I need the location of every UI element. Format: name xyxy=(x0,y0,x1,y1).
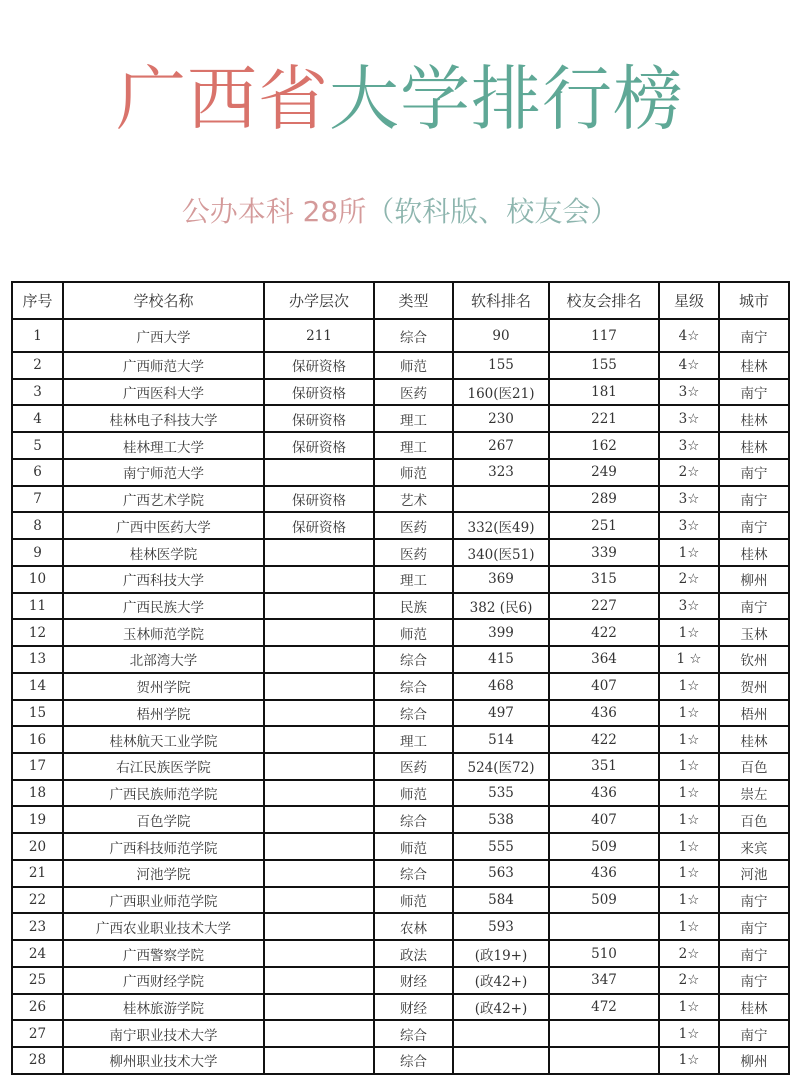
cell-no: 22 xyxy=(12,887,63,914)
cell-star: 4☆ xyxy=(659,352,719,379)
cell-star: 1☆ xyxy=(659,673,719,700)
cell-name: 广西科技大学 xyxy=(63,566,264,593)
cell-city: 南宁 xyxy=(719,486,789,513)
cell-alumni-rank: 422 xyxy=(549,619,659,646)
cell-no: 28 xyxy=(12,1047,63,1074)
cell-name: 玉林师范学院 xyxy=(63,619,264,646)
cell-no: 2 xyxy=(12,352,63,379)
cell-no: 25 xyxy=(12,967,63,994)
cell-star: 1☆ xyxy=(659,1020,719,1047)
cell-alumni-rank: 364 xyxy=(549,646,659,673)
cell-alumni-rank: 422 xyxy=(549,726,659,753)
cell-no: 17 xyxy=(12,753,63,780)
cell-name: 南宁师范大学 xyxy=(63,459,264,486)
cell-name: 桂林电子科技大学 xyxy=(63,405,264,432)
cell-soft-rank: 399 xyxy=(453,619,549,646)
cell-soft-rank: 593 xyxy=(453,913,549,940)
table-row xyxy=(12,673,789,700)
cell-name: 桂林航天工业学院 xyxy=(63,726,264,753)
cell-type: 政法 xyxy=(374,940,453,967)
cell-type: 财经 xyxy=(374,967,453,994)
cell-star: 1☆ xyxy=(659,860,719,887)
cell-no: 24 xyxy=(12,940,63,967)
cell-type: 理工 xyxy=(374,566,453,593)
cell-no: 10 xyxy=(12,566,63,593)
cell-soft-rank: (政42+) xyxy=(453,994,549,1021)
table-row xyxy=(12,619,789,646)
cell-name: 广西师范大学 xyxy=(63,352,264,379)
cell-city: 南宁 xyxy=(719,887,789,914)
cell-star: 2☆ xyxy=(659,566,719,593)
cell-alumni-rank: 436 xyxy=(549,700,659,727)
cell-type: 综合 xyxy=(374,646,453,673)
cell-level xyxy=(264,994,374,1021)
cell-city: 梧州 xyxy=(719,700,789,727)
cell-star: 1☆ xyxy=(659,539,719,566)
cell-name: 广西科技师范学院 xyxy=(63,833,264,860)
table-header-row xyxy=(12,282,789,319)
cell-soft-rank: 382 (民6) xyxy=(453,593,549,620)
cell-soft-rank: 538 xyxy=(453,806,549,833)
subtitle-source: （软科版、校友会） xyxy=(366,195,619,228)
cell-no: 19 xyxy=(12,806,63,833)
cell-soft-rank: 497 xyxy=(453,700,549,727)
cell-type: 综合 xyxy=(374,1047,453,1074)
cell-star: 1☆ xyxy=(659,833,719,860)
cell-no: 16 xyxy=(12,726,63,753)
table-row xyxy=(12,833,789,860)
cell-name: 柳州职业技术大学 xyxy=(63,1047,264,1074)
cell-star: 1☆ xyxy=(659,913,719,940)
cell-alumni-rank xyxy=(549,1047,659,1074)
cell-level xyxy=(264,593,374,620)
header-type: 类型 xyxy=(374,282,453,319)
page-title xyxy=(0,56,800,142)
cell-name: 广西财经学院 xyxy=(63,967,264,994)
cell-alumni-rank: 181 xyxy=(549,379,659,406)
table-row xyxy=(12,860,789,887)
cell-alumni-rank: 509 xyxy=(549,887,659,914)
cell-star: 3☆ xyxy=(659,379,719,406)
cell-star: 1☆ xyxy=(659,806,719,833)
cell-no: 4 xyxy=(12,405,63,432)
cell-no: 3 xyxy=(12,379,63,406)
header-city: 城市 xyxy=(719,282,789,319)
cell-star: 3☆ xyxy=(659,486,719,513)
cell-level: 保研资格 xyxy=(264,379,374,406)
cell-type: 医药 xyxy=(374,379,453,406)
cell-no: 11 xyxy=(12,593,63,620)
cell-alumni-rank: 351 xyxy=(549,753,659,780)
cell-alumni-rank xyxy=(549,1020,659,1047)
table-row xyxy=(12,726,789,753)
cell-soft-rank xyxy=(453,1047,549,1074)
page-subtitle xyxy=(0,192,800,232)
header-alumni-rank: 校友会排名 xyxy=(549,282,659,319)
cell-name: 广西大学 xyxy=(63,319,264,352)
cell-name: 广西民族大学 xyxy=(63,593,264,620)
cell-no: 7 xyxy=(12,486,63,513)
cell-type: 理工 xyxy=(374,405,453,432)
cell-city: 桂林 xyxy=(719,994,789,1021)
cell-star: 2☆ xyxy=(659,940,719,967)
cell-type: 师范 xyxy=(374,780,453,807)
cell-star: 2☆ xyxy=(659,459,719,486)
cell-no: 9 xyxy=(12,539,63,566)
cell-alumni-rank: 436 xyxy=(549,780,659,807)
cell-city: 河池 xyxy=(719,860,789,887)
cell-city: 柳州 xyxy=(719,566,789,593)
ranking-table xyxy=(11,281,790,1075)
table-row xyxy=(12,887,789,914)
cell-city: 南宁 xyxy=(719,319,789,352)
header-name: 学校名称 xyxy=(63,282,264,319)
cell-level xyxy=(264,833,374,860)
cell-soft-rank: 563 xyxy=(453,860,549,887)
cell-city: 南宁 xyxy=(719,940,789,967)
cell-soft-rank: 155 xyxy=(453,352,549,379)
table-row xyxy=(12,352,789,379)
cell-city: 南宁 xyxy=(719,913,789,940)
cell-star: 1☆ xyxy=(659,887,719,914)
cell-soft-rank: 584 xyxy=(453,887,549,914)
cell-city: 崇左 xyxy=(719,780,789,807)
cell-city: 百色 xyxy=(719,753,789,780)
cell-soft-rank: (政19+) xyxy=(453,940,549,967)
cell-soft-rank: 323 xyxy=(453,459,549,486)
cell-type: 财经 xyxy=(374,994,453,1021)
cell-alumni-rank xyxy=(549,913,659,940)
table-row xyxy=(12,432,789,459)
cell-soft-rank: 369 xyxy=(453,566,549,593)
cell-soft-rank: (政42+) xyxy=(453,967,549,994)
cell-level: 保研资格 xyxy=(264,512,374,539)
cell-name: 南宁职业技术大学 xyxy=(63,1020,264,1047)
cell-no: 20 xyxy=(12,833,63,860)
cell-name: 广西警察学院 xyxy=(63,940,264,967)
cell-level xyxy=(264,806,374,833)
cell-alumni-rank: 510 xyxy=(549,940,659,967)
cell-level xyxy=(264,700,374,727)
cell-alumni-rank: 117 xyxy=(549,319,659,352)
cell-soft-rank: 468 xyxy=(453,673,549,700)
cell-level xyxy=(264,566,374,593)
cell-alumni-rank: 251 xyxy=(549,512,659,539)
cell-city: 南宁 xyxy=(719,593,789,620)
cell-star: 4☆ xyxy=(659,319,719,352)
cell-city: 钦州 xyxy=(719,646,789,673)
table-row xyxy=(12,379,789,406)
cell-name: 梧州学院 xyxy=(63,700,264,727)
cell-soft-rank: 514 xyxy=(453,726,549,753)
cell-soft-rank xyxy=(453,486,549,513)
cell-name: 右江民族医学院 xyxy=(63,753,264,780)
cell-star: 1☆ xyxy=(659,619,719,646)
cell-level xyxy=(264,539,374,566)
cell-level: 保研资格 xyxy=(264,486,374,513)
cell-name: 广西职业师范学院 xyxy=(63,887,264,914)
cell-alumni-rank: 155 xyxy=(549,352,659,379)
cell-level: 保研资格 xyxy=(264,352,374,379)
cell-type: 师范 xyxy=(374,459,453,486)
cell-no: 5 xyxy=(12,432,63,459)
table-row xyxy=(12,405,789,432)
cell-soft-rank xyxy=(453,1020,549,1047)
cell-type: 综合 xyxy=(374,860,453,887)
table-row xyxy=(12,780,789,807)
cell-city: 贺州 xyxy=(719,673,789,700)
cell-soft-rank: 332(医49) xyxy=(453,512,549,539)
cell-name: 广西中医药大学 xyxy=(63,512,264,539)
cell-star: 1☆ xyxy=(659,726,719,753)
cell-star: 1 ☆ xyxy=(659,646,719,673)
header-level: 办学层次 xyxy=(264,282,374,319)
cell-level xyxy=(264,753,374,780)
cell-alumni-rank: 407 xyxy=(549,806,659,833)
cell-star: 1☆ xyxy=(659,780,719,807)
table-row xyxy=(12,967,789,994)
cell-name: 桂林旅游学院 xyxy=(63,994,264,1021)
cell-type: 师范 xyxy=(374,619,453,646)
cell-soft-rank: 535 xyxy=(453,780,549,807)
cell-alumni-rank: 407 xyxy=(549,673,659,700)
cell-type: 综合 xyxy=(374,700,453,727)
cell-no: 23 xyxy=(12,913,63,940)
cell-name: 河池学院 xyxy=(63,860,264,887)
cell-level xyxy=(264,967,374,994)
cell-alumni-rank: 436 xyxy=(549,860,659,887)
cell-name: 广西农业职业技术大学 xyxy=(63,913,264,940)
cell-city: 百色 xyxy=(719,806,789,833)
cell-level xyxy=(264,940,374,967)
cell-level xyxy=(264,887,374,914)
cell-soft-rank: 555 xyxy=(453,833,549,860)
cell-name: 广西医科大学 xyxy=(63,379,264,406)
cell-no: 12 xyxy=(12,619,63,646)
subtitle-count: 公办本科 28所 xyxy=(181,195,367,228)
cell-type: 综合 xyxy=(374,673,453,700)
cell-alumni-rank: 347 xyxy=(549,967,659,994)
cell-city: 桂林 xyxy=(719,539,789,566)
cell-name: 广西民族师范学院 xyxy=(63,780,264,807)
cell-level xyxy=(264,673,374,700)
cell-type: 农林 xyxy=(374,913,453,940)
cell-level: 保研资格 xyxy=(264,432,374,459)
cell-alumni-rank: 227 xyxy=(549,593,659,620)
cell-level xyxy=(264,646,374,673)
cell-level xyxy=(264,860,374,887)
cell-no: 1 xyxy=(12,319,63,352)
title-ranking: 大学排行榜 xyxy=(329,58,684,140)
cell-city: 桂林 xyxy=(719,352,789,379)
table-row xyxy=(12,994,789,1021)
cell-star: 3☆ xyxy=(659,432,719,459)
cell-level: 保研资格 xyxy=(264,405,374,432)
cell-no: 14 xyxy=(12,673,63,700)
cell-name: 桂林理工大学 xyxy=(63,432,264,459)
cell-soft-rank: 340(医51) xyxy=(453,539,549,566)
cell-alumni-rank: 289 xyxy=(549,486,659,513)
cell-type: 综合 xyxy=(374,1020,453,1047)
table-row xyxy=(12,539,789,566)
cell-alumni-rank: 339 xyxy=(549,539,659,566)
cell-soft-rank: 160(医21) xyxy=(453,379,549,406)
table-row xyxy=(12,940,789,967)
cell-city: 桂林 xyxy=(719,432,789,459)
cell-level xyxy=(264,726,374,753)
cell-star: 1☆ xyxy=(659,1047,719,1074)
cell-no: 21 xyxy=(12,860,63,887)
cell-no: 6 xyxy=(12,459,63,486)
table-row xyxy=(12,486,789,513)
cell-type: 师范 xyxy=(374,833,453,860)
cell-type: 医药 xyxy=(374,539,453,566)
cell-level xyxy=(264,619,374,646)
cell-city: 南宁 xyxy=(719,1020,789,1047)
cell-alumni-rank: 472 xyxy=(549,994,659,1021)
cell-type: 理工 xyxy=(374,726,453,753)
table-row xyxy=(12,646,789,673)
header-star: 星级 xyxy=(659,282,719,319)
header-no: 序号 xyxy=(12,282,63,319)
table-row xyxy=(12,512,789,539)
cell-level xyxy=(264,1020,374,1047)
cell-no: 27 xyxy=(12,1020,63,1047)
cell-no: 26 xyxy=(12,994,63,1021)
cell-type: 综合 xyxy=(374,806,453,833)
cell-level xyxy=(264,459,374,486)
cell-star: 3☆ xyxy=(659,512,719,539)
cell-alumni-rank: 249 xyxy=(549,459,659,486)
cell-type: 师范 xyxy=(374,887,453,914)
cell-city: 南宁 xyxy=(719,379,789,406)
cell-level xyxy=(264,1047,374,1074)
title-province: 广西省 xyxy=(116,58,329,140)
cell-name: 北部湾大学 xyxy=(63,646,264,673)
cell-city: 桂林 xyxy=(719,405,789,432)
cell-no: 13 xyxy=(12,646,63,673)
cell-city: 柳州 xyxy=(719,1047,789,1074)
cell-alumni-rank: 315 xyxy=(549,566,659,593)
cell-star: 1☆ xyxy=(659,700,719,727)
cell-star: 3☆ xyxy=(659,405,719,432)
cell-city: 玉林 xyxy=(719,619,789,646)
table-row xyxy=(12,753,789,780)
cell-star: 1☆ xyxy=(659,753,719,780)
cell-alumni-rank: 509 xyxy=(549,833,659,860)
cell-soft-rank: 415 xyxy=(453,646,549,673)
table-row xyxy=(12,1047,789,1074)
cell-type: 医药 xyxy=(374,512,453,539)
cell-name: 广西艺术学院 xyxy=(63,486,264,513)
cell-soft-rank: 230 xyxy=(453,405,549,432)
cell-soft-rank: 90 xyxy=(453,319,549,352)
cell-city: 南宁 xyxy=(719,967,789,994)
table-row xyxy=(12,806,789,833)
table-row xyxy=(12,459,789,486)
cell-city: 桂林 xyxy=(719,726,789,753)
cell-level xyxy=(264,913,374,940)
cell-no: 8 xyxy=(12,512,63,539)
cell-no: 18 xyxy=(12,780,63,807)
cell-alumni-rank: 221 xyxy=(549,405,659,432)
cell-name: 百色学院 xyxy=(63,806,264,833)
table-row xyxy=(12,1020,789,1047)
cell-type: 民族 xyxy=(374,593,453,620)
cell-city: 来宾 xyxy=(719,833,789,860)
cell-type: 综合 xyxy=(374,319,453,352)
table-row xyxy=(12,700,789,727)
cell-type: 师范 xyxy=(374,352,453,379)
header-soft-rank: 软科排名 xyxy=(453,282,549,319)
table-row xyxy=(12,319,789,352)
cell-star: 1☆ xyxy=(659,994,719,1021)
cell-alumni-rank: 162 xyxy=(549,432,659,459)
cell-type: 艺术 xyxy=(374,486,453,513)
cell-type: 理工 xyxy=(374,432,453,459)
cell-star: 3☆ xyxy=(659,593,719,620)
table-row xyxy=(12,593,789,620)
cell-name: 桂林医学院 xyxy=(63,539,264,566)
cell-type: 医药 xyxy=(374,753,453,780)
cell-star: 2☆ xyxy=(659,967,719,994)
cell-soft-rank: 267 xyxy=(453,432,549,459)
cell-level: 211 xyxy=(264,319,374,352)
cell-city: 南宁 xyxy=(719,459,789,486)
table-row xyxy=(12,913,789,940)
cell-soft-rank: 524(医72) xyxy=(453,753,549,780)
cell-city: 南宁 xyxy=(719,512,789,539)
table-row xyxy=(12,566,789,593)
cell-name: 贺州学院 xyxy=(63,673,264,700)
cell-no: 15 xyxy=(12,700,63,727)
cell-level xyxy=(264,780,374,807)
